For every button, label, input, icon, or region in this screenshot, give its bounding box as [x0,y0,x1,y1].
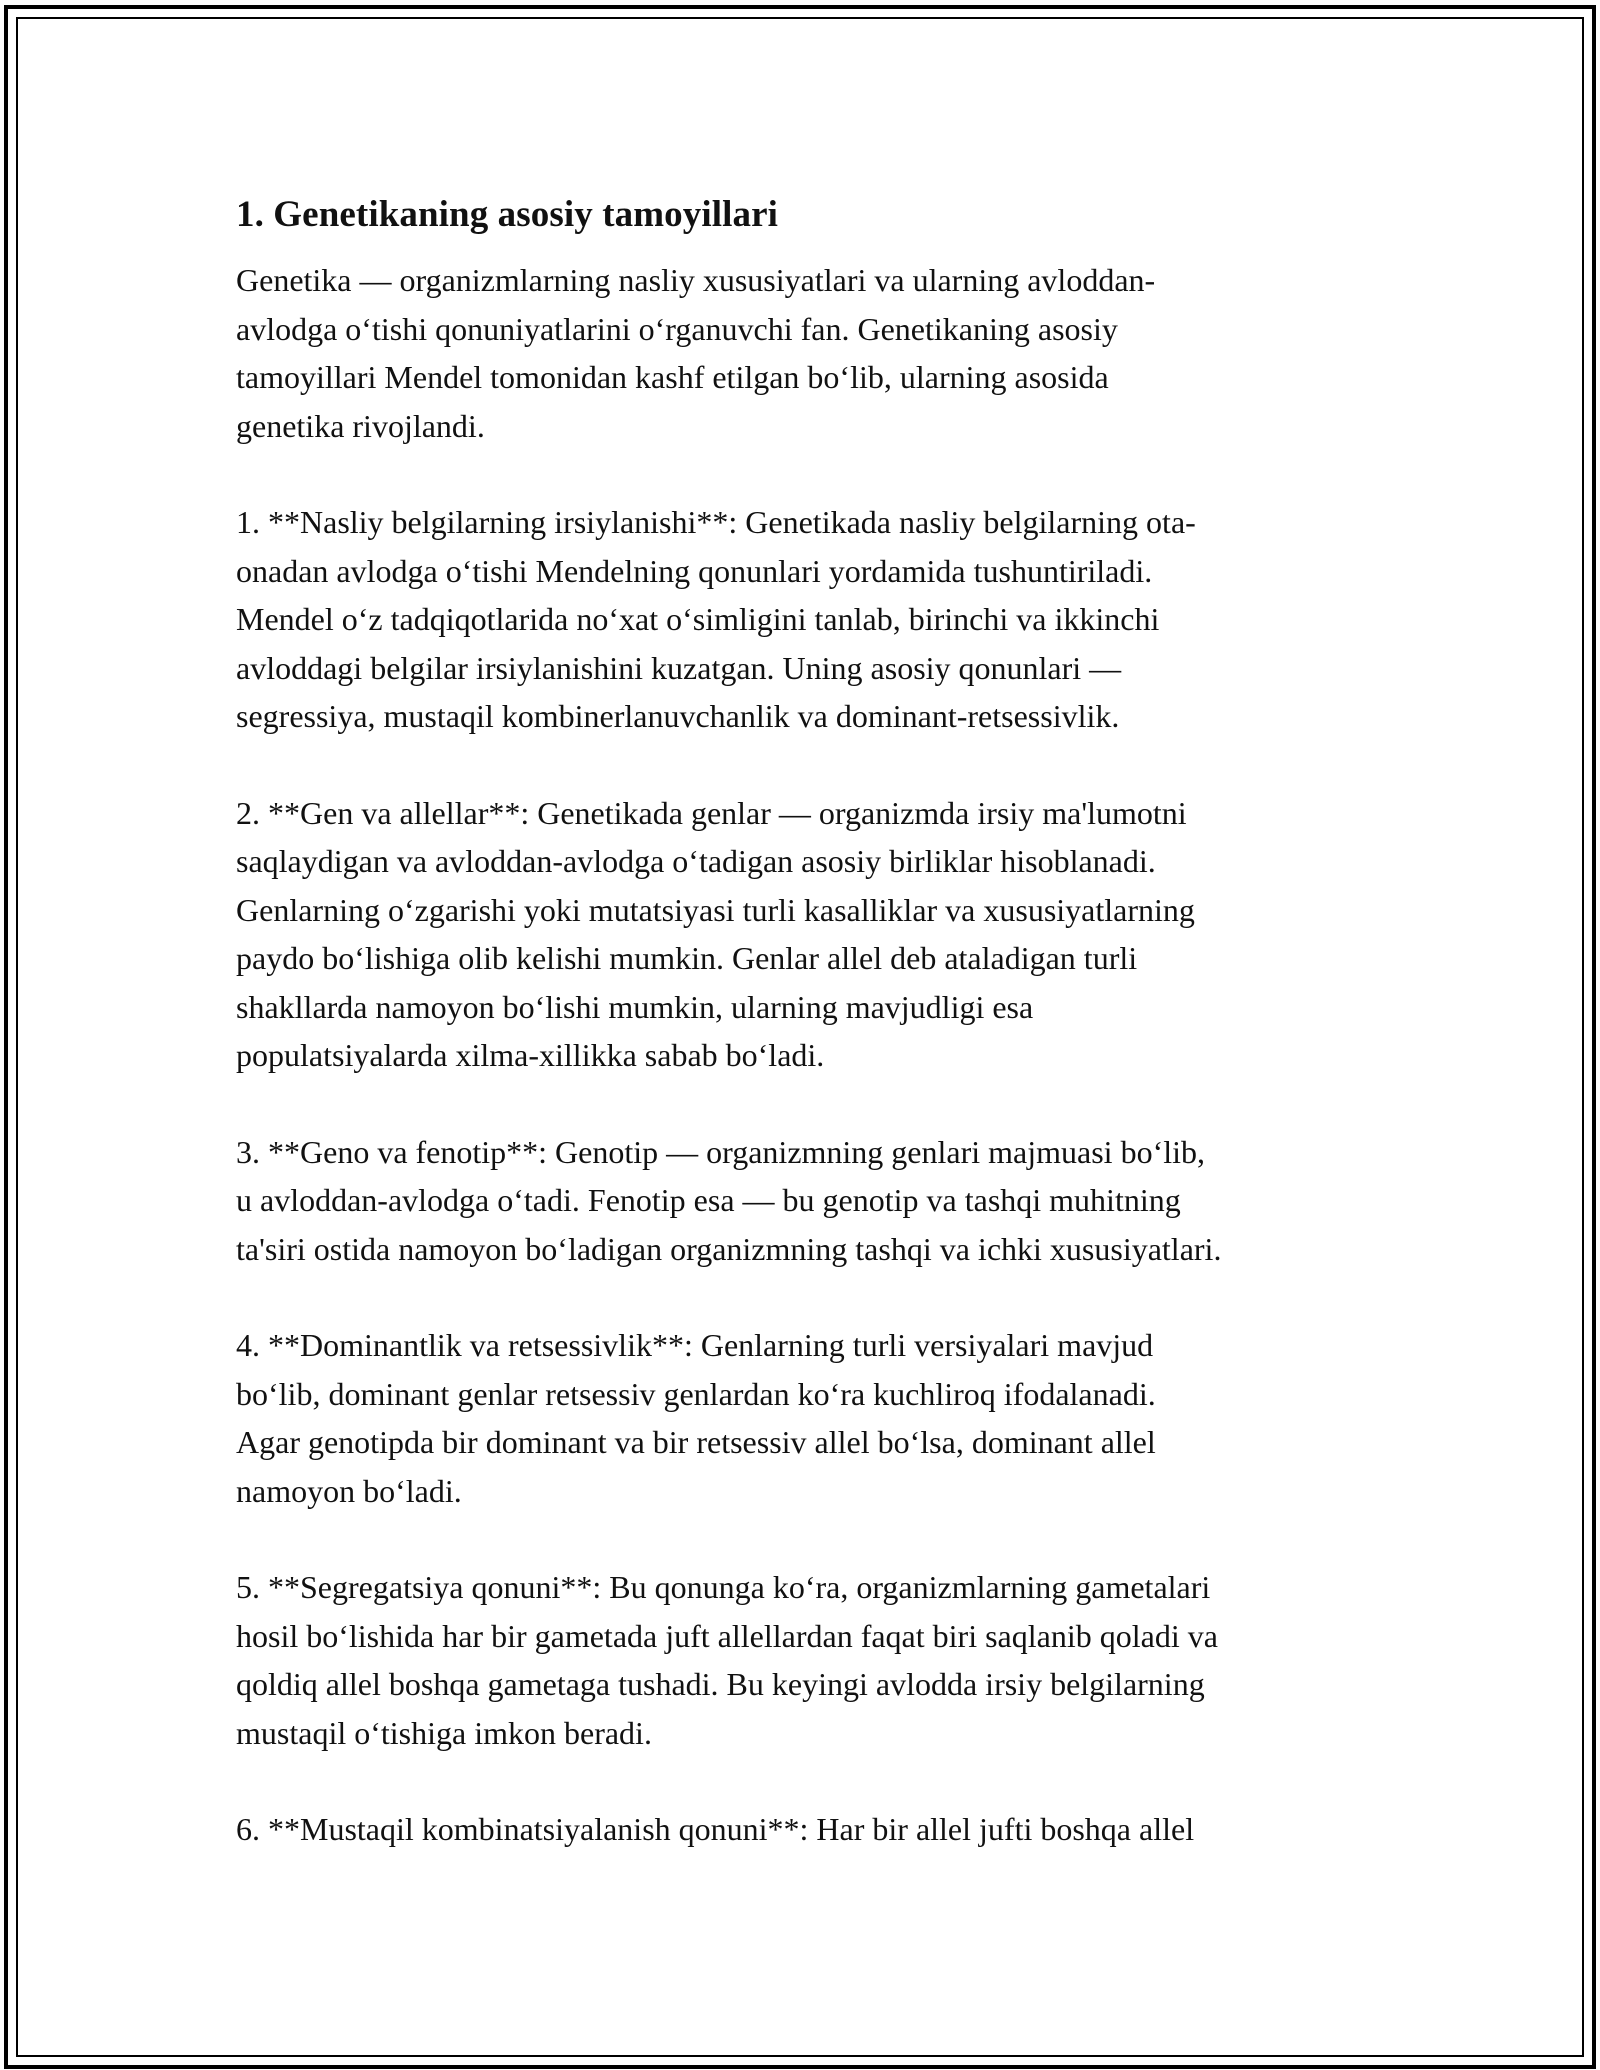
intro-paragraph: Genetika — organizmlarning nasliy xususiyatlari va ularning avloddan- avlodga o‘tishi qonuniyatlarini o‘rganuvchi fan. Genetikaning asosiy tamoyillari Mendel tomonidan kashf etilgan bo‘lib, ularning asosida genetika rivojlandi. [236,262,1156,444]
paragraph-segregation: 5. **Segregatsiya qonuni**: Bu qonunga ko‘ra, organizmlarning gametalari hosil bo‘lishida har bir gametada juft allellardan faqat biri saqlanib qoladi va qoldiq allel boshqa gametaga tushadi. Bu keyingi avlodda irsiy belgilarning mustaqil o‘tishiga imkon beradi. [236,1569,1218,1751]
document-body [236,186,1396,1854]
paragraph-genotype-phenotype: 3. **Geno va fenotip**: Genotip — organizmning genlari majmuasi bo‘lib, u avloddan-avlodga o‘tadi. Fenotip esa — bu genotip va tashqi muhitning ta'siri ostida namoyon bo‘ladigan organizmning tashqi va ichki xususiyatlari. [236,1133,1222,1267]
section-heading: 1. Genetikaning asosiy tamoyillari [236,194,778,235]
paragraph-independent-assortment: 6. **Mustaqil kombinatsiyalanish qonuni**: Har bir allel jufti boshqa allel [236,1811,1195,1847]
paragraph-genes-alleles: 2. **Gen va allellar**: Genetikada genlar — organizmda irsiy ma'lumotni saqlaydigan va avloddan-avlodga o‘tadigan asosiy birliklar hisoblanadi. Genlarning o‘zgarishi yoki mutatsiyasi turli kasalliklar va xususiyatlarning paydo bo‘lishiga olib kelishi mumkin. Genlar allel deb ataladigan turli shakllarda namoyon bo‘lishi mumkin, ularning mavjudligi esa populatsiyalarda xilma-xillikka sabab bo‘ladi. [236,794,1195,1073]
paragraph-dominance: 4. **Dominantlik va retsessivlik**: Genlarning turli versiyalari mavjud bo‘lib, dominant genlar retsessiv genlardan ko‘ra kuchliroq ifodalanadi. Agar genotipda bir dominant va bir retsessiv allel bo‘lsa, dominant allel namoyon bo‘ladi. [236,1327,1156,1509]
paragraph-inheritance: 1. **Nasliy belgilarning irsiylanishi**: Genetikada nasliy belgilarning ota- onadan avlodga o‘tishi Mendelning qonunlari yordamida tushuntiriladi. Mendel o‘z tadqiqotlarida no‘xat o‘simligini tanlab, birinchi va ikkinchi avloddagi belgilar irsiylanishini kuzatgan. Uning asosiy qonunlari — segressiya, mustaqil kombinerlanuvchanlik va dominant-retsessivlik. [236,504,1196,734]
